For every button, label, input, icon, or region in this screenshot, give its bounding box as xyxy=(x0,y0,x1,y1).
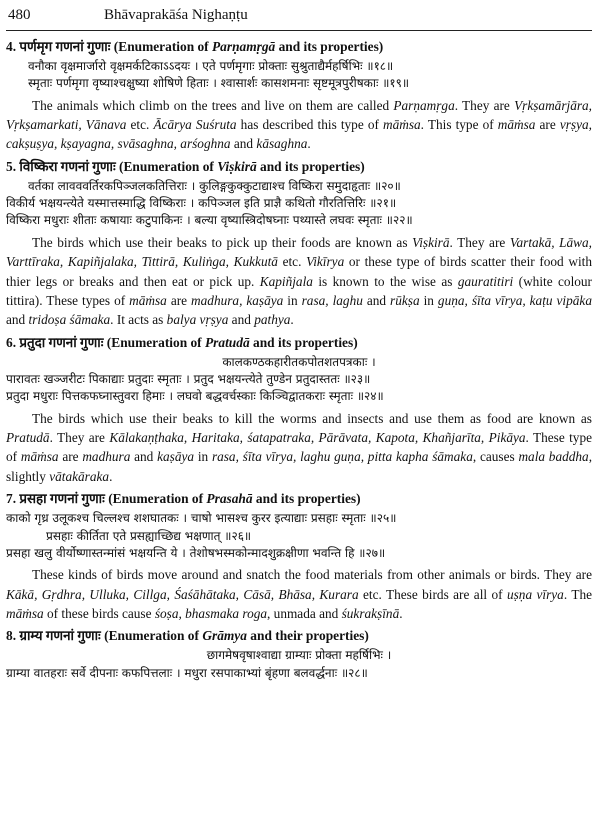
verse-21: विकीर्य भक्षयन्त्येते यस्मात्तस्माद्धि विष्किराः । कपिञ्जल इति प्राज्ञै कथितो गौरतित्तिरिः ॥२१॥ xyxy=(6,196,397,211)
section-6-translation: The birds which use their beaks to kill the worms and insects and use them as food are known as Pratudā. They are Kālakaṇṭhaka, Haritaka, śatapatraka, Pārāvata, Kapota, Khañjarīta, Pikāya. These type of māṁsa are madhura and kaṣāya in rasa, śīta vīrya, laghu guṇa, pitta kapha śāmaka, causes mala baddha, slightly vātakāraka. xyxy=(6,410,593,484)
section-6-heading: 6. प्रतुदा गणनां गुणाः (Enumeration of Pratudā and its properties) xyxy=(6,334,358,350)
section-7-translation: These kinds of birds move around and snatch the food materials from other animals or birds. They are Kākā, Gṛdhra, Ulluka, Cillga, Śaśāhātaka, Cāsā, Bhāsa, Kurara etc. These birds are all of uṣṇa vīrya. The māṁsa of these birds cause śoṣa, bhasmaka roga, unmada and śukrakṣīnā. xyxy=(6,567,593,621)
verse-20: वर्तका लावववर्तिरकपिञ्जलकतित्तिराः । कुलिङ्गकुक्कुटाद्याश्च विष्किरा समुदाहृताः ॥२०॥ xyxy=(28,178,401,193)
section-8-heading: 8. ग्राम्य गणनां गुणाः (Enumeration of Grāmya and their properties) xyxy=(6,628,369,644)
header-rule xyxy=(6,30,592,31)
section-4-translation: The animals which climb on the trees and live on them are called Parṇamṛga. They are Vṛkṣamārjāra, Vṛkṣamarkati, Vānava etc. Ācārya Suśruta has described this type of māṁsa. This type of māṁsa are vṛṣya, cakṣuṣya, kṣayagna, svāsaghna, arśoghna and kāsaghna. xyxy=(6,97,592,152)
section-5-translation: The birds which use their beaks to pick up their foods are known as Viṣkirā. They are Vartakā, Lāwa, Varttīraka, Kapiñjalaka, Tittirā, Kuliṅga, Kukkutā etc. Vikīrya or these type of birds scatter their food with thier legs or breaks and then eat or pick up. Kapiñjala is known to the wise as gauratitiri (white colour tittira). These types of māṁsa are madhura, kaṣāya in rasa, laghu and rūkṣa in guṇa, śīta vīrya, kaṭu vipāka and tridoṣa śāmaka. It acts as balya vṛṣya and pathya. xyxy=(6,234,593,328)
section-4 xyxy=(6,38,592,154)
verse-23: पारावतः खञ्जरीटः पिकाद्याः प्रतुदाः स्मृताः । प्रतुद भक्षयन्त्येते तुण्डेन प्रतुदास्ततः ॥२३॥ xyxy=(6,372,371,387)
verse-28: ग्राम्या वातहराः सर्वे दीपनाः कफपित्तलाः । मधुरा रसपाकाभ्यां बृंहणा बलवर्द्धनाः ॥२८॥ xyxy=(6,665,368,680)
verse-22: विष्किरा मधुराः शीताः कषायाः कटुपाकिनः । बल्या वृष्यास्त्रिदोषघ्नाः पथ्यास्ते लघवः स्मृताः ॥२२॥ xyxy=(6,213,413,228)
verse-19: स्मृताः पर्णमृगा वृष्याश्चक्षुष्या शोषिणे हिताः । श्वासार्शः कासशमनाः सृष्टमूत्रपुरीषकाः ॥१९॥ xyxy=(28,76,410,91)
verse-26: प्रसहाः कीर्तिता एते प्रसह्याच्छिद्य भक्षणात् ॥२६॥ xyxy=(46,528,252,543)
section-7-heading: 7. प्रसहा गणनां गुणाः (Enumeration of Prasahā and its properties) xyxy=(6,491,361,507)
verse-25: काको गृध्र उलूकश्च चिल्लश्च शशघातकः । चाषो भासश्च कुरर इत्याद्याः प्रसहाः स्मृताः ॥२५॥ xyxy=(6,511,397,526)
section-4-heading: 4. पर्णमृग गणनां गुणाः (Enumeration of Parṇamṛgā and its properties) xyxy=(6,39,384,54)
section-7 xyxy=(6,490,592,623)
verse-27a: छागमेषवृषाश्वाद्या ग्राम्याः प्रोक्ता महर्षिभिः । xyxy=(206,648,392,663)
section-6 xyxy=(6,334,592,487)
verse-24: प्रतुदा मधुराः पित्तकफघ्नास्तुवरा हिमाः । लघवो बद्धवर्चस्काः किञ्चिद्वातकराः स्मृताः ॥२४॥ xyxy=(6,389,384,404)
verse-27: प्रसहा खलु वीर्योष्णास्तन्मांसं भक्षयन्ति ये । तेशोषभस्मकोन्मादशुक्रक्षीणा भवन्ति हि ॥२७॥ xyxy=(6,545,386,560)
section-8 xyxy=(6,627,592,682)
page-number: 480 xyxy=(8,7,31,23)
running-header xyxy=(6,4,592,26)
section-5-heading: 5. विष्किरा गणनां गुणाः (Enumeration of Viṣkirā and its properties) xyxy=(6,158,365,174)
section-5 xyxy=(6,158,592,330)
verse-22a: कालकण्ठकहारीतकपोतशतपत्रकाः । xyxy=(222,354,376,369)
running-title: Bhāvaprakāśa Nighaṇṭu xyxy=(104,7,248,23)
verse-18: वनौका वृक्षमार्जारो वृक्षमर्कटिकाऽऽदयः । एते पर्णमृगाः प्रोक्ताः सुश्रुताद्यैर्महर्षिभिः ॥१८॥ xyxy=(28,59,394,73)
